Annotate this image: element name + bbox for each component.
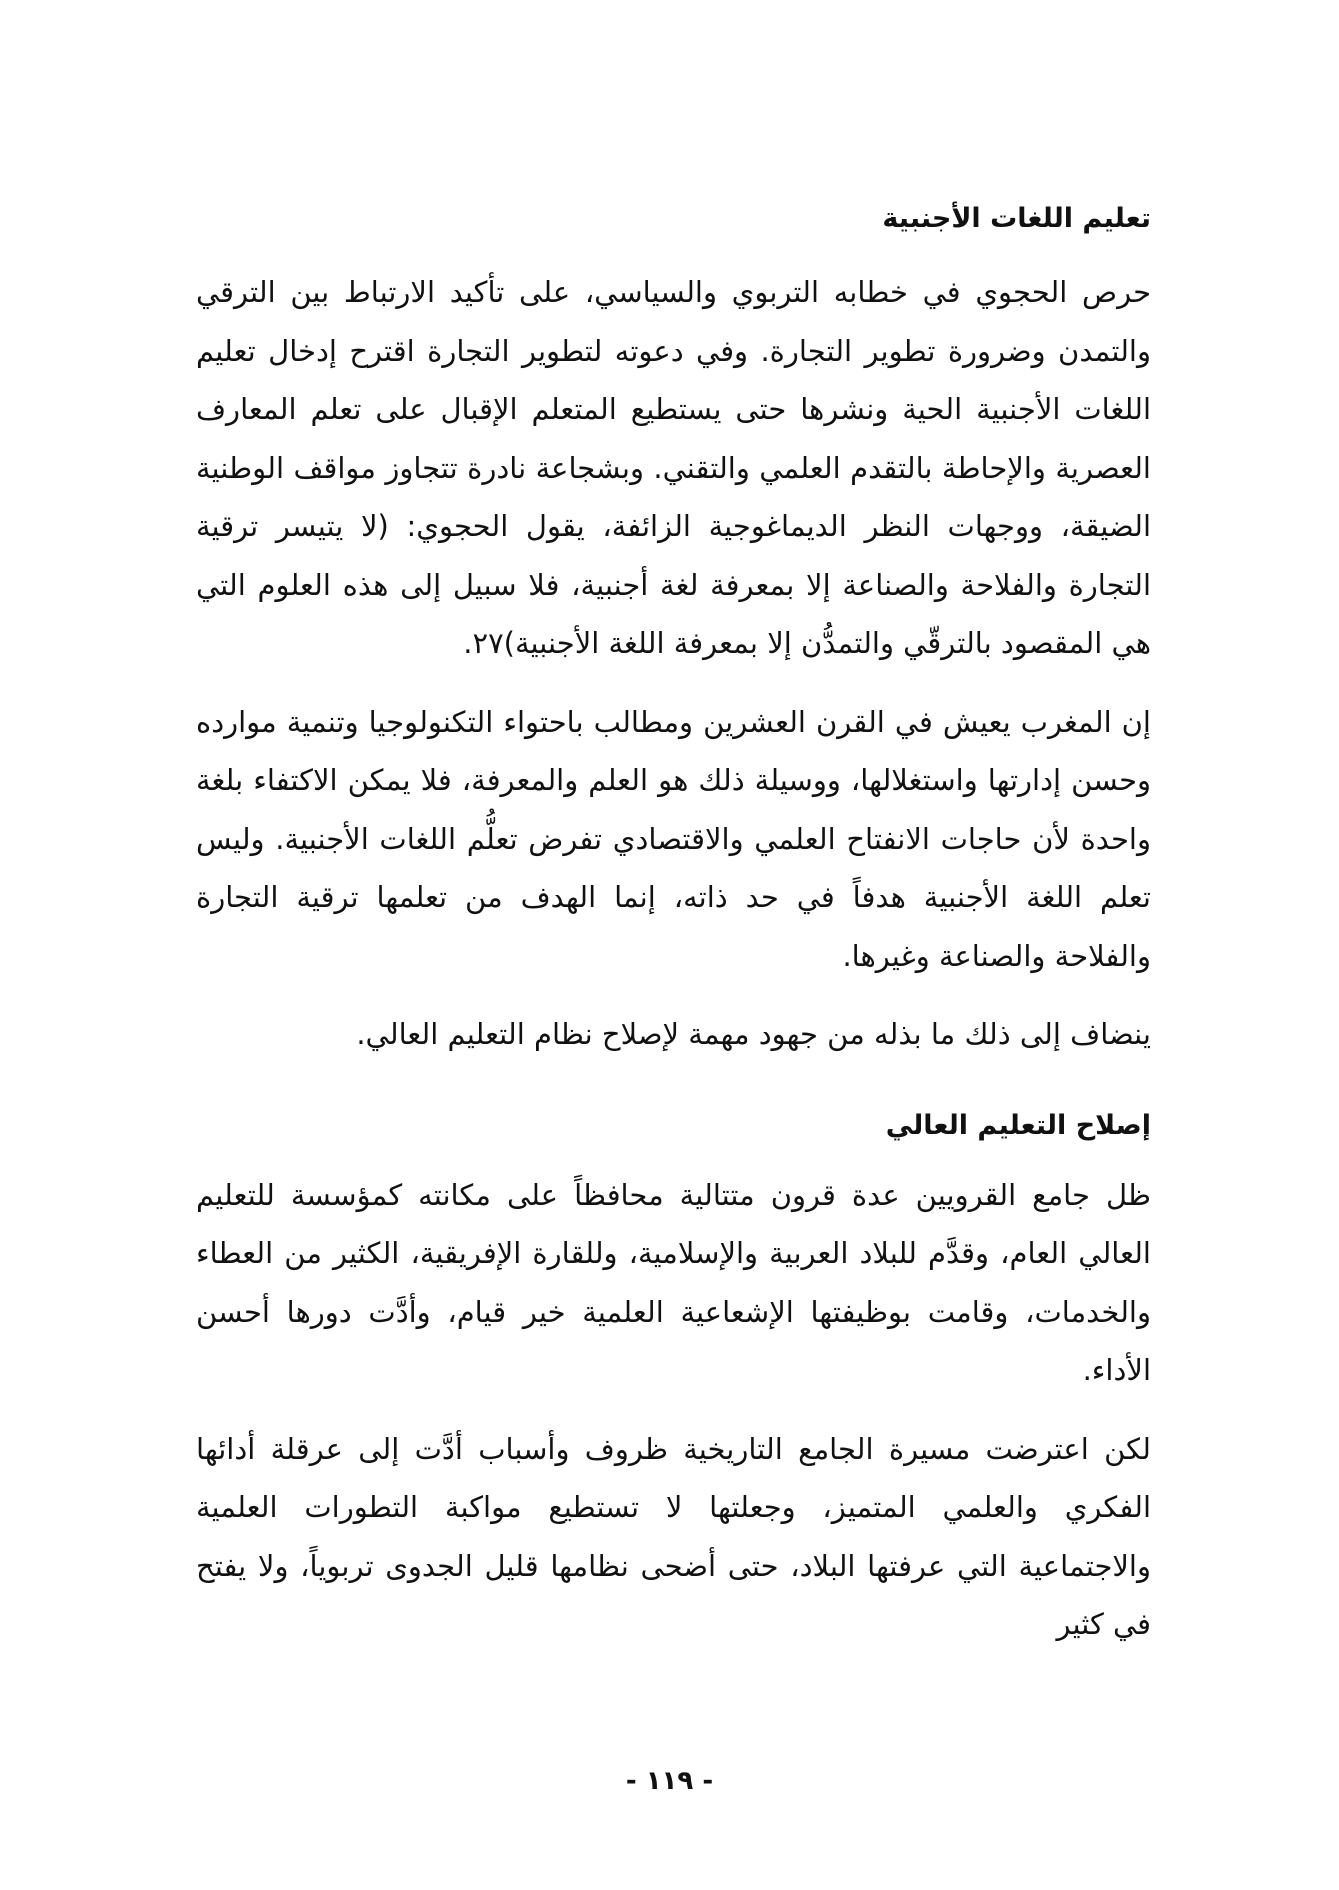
paragraph: ينضاف إلى ذلك ما بذله من جهود مهمة لإصلاح نظام التعليم العالي.: [356, 1017, 1151, 1051]
paragraph: ظل جامع القرويين عدة قرون متتالية محافظاً على مكانته كمؤسسة للتعليم العالي العام، وقدَّم للبلاد العربية والإسلامية، وللقارة الإفريقية، الكثير من العطاء والخدمات، وقامت بوظيفتها الإشعاعية العلمية خير قيام، وأدَّت دورها أحسن الأداء.: [196, 1177, 1151, 1387]
section-heading-foreign-languages: تعليم اللغات الأجنبية: [882, 203, 1151, 234]
page-body: [196, 195, 1151, 1654]
section-heading-higher-education-reform: إصلاح التعليم العالي: [885, 1109, 1151, 1141]
page-number: - ١١٩ -: [625, 1766, 714, 1796]
paragraph: حرص الحجوي في خطابه التربوي والسياسي، على تأكيد الارتباط بين الترقي والتمدن وضرورة تطوير التجارة. وفي دعوته لتطوير التجارة اقترح إدخال تعليم اللغات الأجنبية الحية ونشرها حتى يستطيع المتعلم الإقبال على تعلم المعارف العصرية والإحاطة بالتقدم العلمي والتقني. وبشجاعة نادرة تتجاوز مواقف الوطنية الضيقة، ووجهات النظر الديماغوجية الزائفة، يقول الحجوي: (لا يتيسر ترقية التجارة والفلاحة والصناعة إلا بمعرفة لغة أجنبية، فلا سبيل إلى هذه العلوم التي هي المقصود بالترقّي والتمدُّن إلا بمعرفة اللغة الأجنبية)٢٧.: [196, 275, 1151, 660]
paragraph: لكن اعترضت مسيرة الجامع التاريخية ظروف وأسباب أدَّت إلى عرقلة أدائها الفكري والعلمي المتميز، وجعلتها لا تستطيع مواكبة التطورات العلمية والاجتماعية التي عرفتها البلاد، حتى أضحى نظامها قليل الجدوى تربوياً، ولا يفتح في كثير: [196, 1431, 1151, 1641]
paragraph: إن المغرب يعيش في القرن العشرين ومطالب باحتواء التكنولوجيا وتنمية موارده وحسن إدارتها واستغلالها، ووسيلة ذلك هو العلم والمعرفة، فلا يمكن الاكتفاء بلغة واحدة لأن حاجات الانفتاح العلمي والاقتصادي تفرض تعلُّم اللغات الأجنبية. وليس تعلم اللغة الأجنبية هدفاً في حد ذاته، إنما الهدف من تعلمها ترقية التجارة والفلاحة والصناعة وغيرها.: [196, 704, 1151, 973]
